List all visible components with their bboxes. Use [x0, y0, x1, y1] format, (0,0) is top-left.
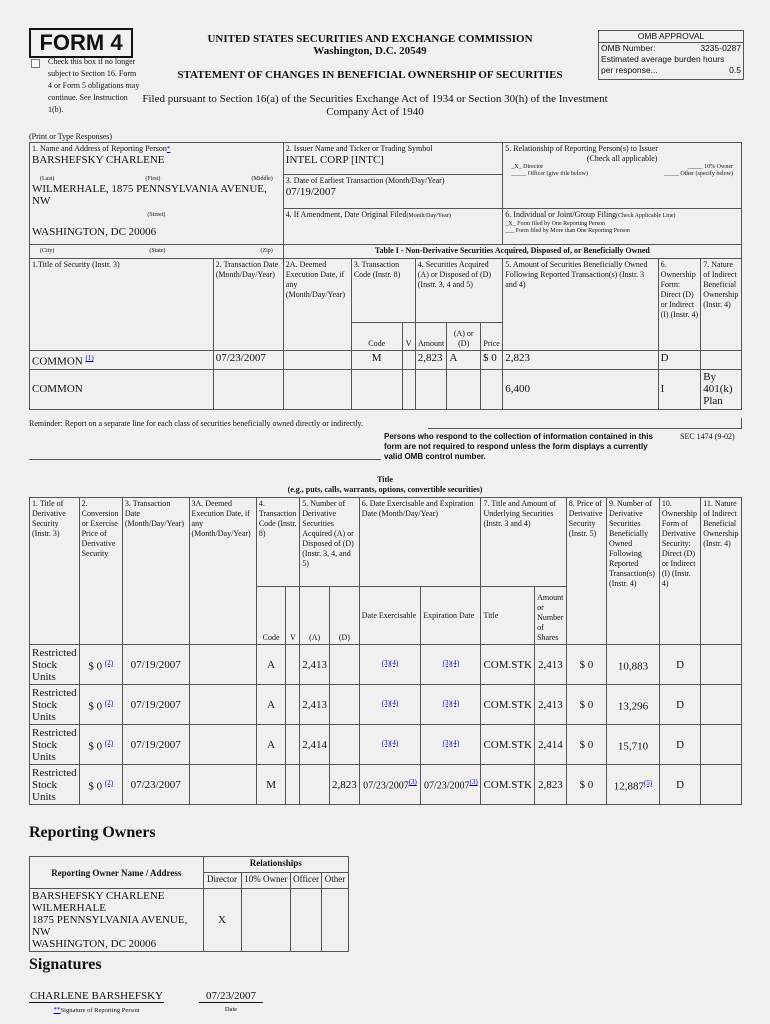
sec-code: SEC 1474 (9-02) — [680, 432, 735, 441]
omb-response-label: per response... — [601, 65, 658, 75]
reporting-person-cell — [30, 143, 284, 175]
t1-h2a: 2A. Deemed Execution Date, if any (Month/Day/Year) — [283, 259, 351, 351]
t2-r1-d — [330, 685, 360, 725]
t2-r3-title: COM.STK — [481, 765, 535, 805]
table2-title: Title — [377, 475, 393, 484]
relationships-header: Relationships — [203, 857, 348, 873]
footnote-link[interactable]: (3) — [408, 778, 417, 787]
t2-r2-date: 07/19/2007 — [122, 725, 189, 765]
t2-r3-a — [300, 765, 330, 805]
footnote-link[interactable]: (2) — [104, 738, 114, 747]
omb-number-value: 3235-0287 — [700, 43, 741, 53]
owner-line2: WILMERHALE — [32, 902, 106, 914]
t2-v-h: V — [286, 587, 300, 645]
agency-name: UNITED STATES SECURITIES AND EXCHANGE COMMISSION — [207, 33, 533, 45]
t2-r3-date: 07/23/2007 — [122, 765, 189, 805]
t2-h3a: 3A. Deemed Execution Date, if any (Month/Day/Year) — [189, 498, 256, 645]
agency-header — [150, 33, 590, 57]
t2-r0-a: 2,413 — [300, 645, 330, 685]
t2-r2-deemed — [189, 725, 256, 765]
t1-r0-amount: 2,823 — [415, 351, 447, 370]
t1-r0-form: D — [658, 351, 701, 370]
t2-r2-code: A — [256, 725, 286, 765]
middle-label: (Middle) — [251, 175, 273, 182]
t2-title-h: Title — [481, 587, 535, 645]
t2-h9: 9. Number of Derivative Securities Beneficially Owned Following Reported Transaction(s) (Instr. 4) — [606, 498, 659, 645]
print-note: (Print or Type Responses) — [29, 132, 113, 141]
omb-approval-box — [598, 30, 744, 80]
t2-h1: 1. Title of Derivative Security (Instr. 3) — [30, 498, 80, 645]
issuer-value: INTEL CORP [INTC] — [285, 154, 384, 166]
footnote-link[interactable]: (3)(4) — [442, 698, 460, 707]
signature-label-text: Signature of Reporting Person — [60, 1007, 140, 1014]
t1-h6: 6. Ownership Form: Direct (D) or Indirect (I) (Instr. 4) — [658, 259, 701, 351]
last-label: (Last) — [40, 175, 55, 182]
footnote-link[interactable]: (3)(4) — [442, 738, 460, 747]
table-2 — [29, 497, 742, 805]
t1-h3: 3. Transaction Code (Instr. 8) — [351, 259, 415, 323]
t2-r0-owned-value: 10,883 — [617, 660, 649, 673]
officer-header: Officer — [291, 873, 322, 889]
footnote-link[interactable]: (3)(4) — [381, 738, 399, 747]
t1-h5: 5. Amount of Securities Beneficially Owned Following Reported Transaction(s) (Instr. 3 and 4) — [503, 259, 658, 351]
t2-r0-d — [330, 645, 360, 685]
earliest-date-value: 07/19/2007 — [285, 186, 336, 198]
t1-r1-price — [480, 369, 502, 409]
t2-h2: 2. Conversion or Exercise Price of Derivative Security — [79, 498, 122, 645]
omb-title: OMB APPROVAL — [599, 31, 743, 43]
t1-r1-title: COMMON — [30, 369, 214, 409]
t2-dateex-h: Date Exercisable — [359, 587, 421, 645]
t1-r1-nature: By 401(k) Plan — [701, 369, 742, 409]
csz-labels-cell — [30, 245, 284, 259]
reporting-owners-heading: Reporting Owners — [29, 824, 156, 841]
owner-director-mark: X — [203, 889, 241, 952]
city-cell — [30, 209, 284, 245]
footnote-link[interactable]: (1) — [85, 354, 94, 362]
amendment-label: 4. If Amendment, Date Original Filed — [285, 210, 407, 219]
relationship-label: 5. Relationship of Reporting Person(s) to Issuer — [505, 144, 658, 153]
t2-r1-amount: 2,413 — [535, 685, 567, 725]
t2-r0-ex — [359, 645, 421, 685]
t2-r2-price: $ 0 — [566, 725, 606, 765]
issuer-label: 2. Issuer Name and Ticker or Trading Symbol — [285, 144, 433, 153]
divider — [428, 428, 742, 429]
issuer-cell — [283, 143, 502, 175]
t2-r2-amount: 2,414 — [535, 725, 567, 765]
t2-r2-d — [330, 725, 360, 765]
t2-r3-nature — [701, 765, 742, 805]
reporting-owners-table — [29, 856, 349, 952]
t2-h11: 11. Nature of Indirect Beneficial Ownership (Instr. 4) — [701, 498, 742, 645]
t2-r1-a: 2,413 — [300, 685, 330, 725]
t2-r1-price: $ 0 — [566, 685, 606, 725]
t1-r1-v — [402, 369, 415, 409]
t2-a-h: (A) — [300, 587, 330, 645]
filing-one-option[interactable]: _X_ Form filed by One Reporting Person — [505, 221, 605, 227]
footnote-link[interactable]: (3)(4) — [381, 698, 399, 707]
t2-r1-date: 07/19/2007 — [122, 685, 189, 725]
state-label: (State) — [149, 248, 166, 254]
t2-r2-ex — [359, 725, 421, 765]
owner-ten-pct — [241, 889, 291, 952]
t2-r3-conv — [79, 765, 122, 805]
t2-r3-ex-value: 07/23/2007 — [363, 780, 409, 792]
t2-r2-v — [286, 725, 300, 765]
t2-r1-owned — [606, 685, 659, 725]
owner-line4: WASHINGTON, DC 20006 — [32, 938, 157, 950]
t2-r1-code: A — [256, 685, 286, 725]
t1-v-h: V — [402, 323, 415, 351]
director-option[interactable]: _X_ Director — [511, 164, 544, 170]
t2-r2-a: 2,414 — [300, 725, 330, 765]
table-row — [30, 645, 742, 685]
t2-r0-nature — [701, 645, 742, 685]
t2-r0-code: A — [256, 645, 286, 685]
owner-line3: 1875 PENNSYLVANIA AVENUE, NW — [32, 914, 188, 938]
t2-r0-conv-value: $ 0 — [88, 660, 103, 673]
owner-officer — [291, 889, 322, 952]
t2-r0-title: COM.STK — [481, 645, 535, 685]
statement-title: STATEMENT OF CHANGES IN BENEFICIAL OWNERSHIP OF SECURITIES — [177, 69, 563, 81]
t1-h1: 1.Title of Security (Instr. 3) — [30, 259, 214, 351]
omb-response-value: 0.5 — [729, 65, 741, 75]
table-row — [30, 351, 742, 370]
earliest-date-label: 3. Date of Earliest Transaction (Month/Day/Year) — [285, 176, 445, 185]
t2-r0-v — [286, 645, 300, 685]
director-header: Director — [203, 873, 241, 889]
t1-r0-v — [402, 351, 415, 370]
t2-r3-exp — [421, 765, 481, 805]
t1-h2: 2. Transaction Date (Month/Day/Year) — [213, 259, 283, 351]
city-state-zip: WASHINGTON, DC 20006 — [32, 225, 157, 238]
t2-h3: 3. Transaction Date (Month/Day/Year) — [122, 498, 189, 645]
owner-name-header: Reporting Owner Name / Address — [30, 857, 204, 889]
owner-other — [321, 889, 348, 952]
t1-r1-deemed — [283, 369, 351, 409]
filing-cell — [503, 209, 742, 245]
first-label: (First) — [145, 175, 161, 182]
table-row — [30, 685, 742, 725]
form-title: FORM 4 — [29, 28, 133, 58]
filing-label: 6. Individual or Joint/Group Filing — [505, 210, 617, 219]
table-row — [30, 889, 349, 952]
t2-r1-exp — [421, 685, 481, 725]
divider — [741, 418, 742, 428]
signature-name: CHARLENE BARSHEFSKY — [30, 990, 163, 1002]
footnote-link[interactable]: (3)(4) — [442, 658, 460, 667]
t2-r3-ex — [359, 765, 421, 805]
t2-r3-d: 2,823 — [330, 765, 360, 805]
t2-r2-conv — [79, 725, 122, 765]
footnote-link[interactable]: * — [166, 145, 171, 153]
table-row — [30, 369, 742, 409]
amendment-cell — [283, 209, 502, 245]
t2-r2-owned-value: 15,710 — [617, 740, 649, 753]
owner-name: BARSHEFSKY CHARLENE — [32, 890, 165, 902]
earliest-date-cell — [283, 175, 502, 209]
persons-note: Persons who respond to the collection of information contained in this form are not required to respond unless the form displays a currently valid OMB control number. — [384, 432, 653, 461]
t2-code-h: Code — [256, 587, 286, 645]
t2-r2-title: COM.STK — [481, 725, 535, 765]
t2-r0-sec: Restricted Stock Units — [30, 645, 80, 685]
t2-r1-form: D — [659, 685, 700, 725]
t2-r3-conv-value: $ 0 — [88, 780, 103, 793]
t1-r0-title: COMMON — [32, 355, 83, 368]
t1-aord-h: (A) or (D) — [447, 323, 481, 351]
t2-h5: 5. Number of Derivative Securities Acquired (A) or Disposed of (D) (Instr. 3, 4, and 5) — [300, 498, 360, 587]
checkbox-label: Check this box if no longer subject to Section 16. Form 4 or Form 5 obligations may continue. See Instruction 1(b). — [48, 57, 140, 114]
filing-more-option[interactable]: ___ Form filed by More than One Reporting Person — [505, 228, 630, 234]
t1-r0-aord: A — [447, 351, 481, 370]
t1-r1-form: I — [658, 369, 701, 409]
t2-h7: 7. Title and Amount of Underlying Securities (Instr. 3 and 4) — [481, 498, 566, 587]
t2-r3-price: $ 0 — [566, 765, 606, 805]
t2-r1-conv — [79, 685, 122, 725]
divider — [29, 459, 381, 460]
t2-r0-date: 07/19/2007 — [122, 645, 189, 685]
signatures-heading: Signatures — [29, 956, 102, 973]
t1-r0-nature — [701, 351, 742, 370]
t2-r0-owned — [606, 645, 659, 685]
address-cell — [30, 175, 284, 209]
city-label: (City) — [40, 248, 55, 254]
t2-r0-deemed — [189, 645, 256, 685]
no-longer-subject-checkbox[interactable] — [31, 59, 40, 68]
t2-r2-owned — [606, 725, 659, 765]
officer-option[interactable]: _____ Officer (give title below) — [511, 171, 588, 177]
t2-exp-h: Expiration Date — [421, 587, 481, 645]
other-option[interactable]: _____ Other (specify below) — [663, 171, 733, 177]
t2-h4: 4. Transaction Code (Instr. 8) — [256, 498, 299, 587]
t1-r1-owned: 6,400 — [503, 369, 658, 409]
t1-r0-code: M — [351, 351, 402, 370]
t2-r0-price: $ 0 — [566, 645, 606, 685]
t2-r2-form: D — [659, 725, 700, 765]
t1-amount-h: Amount — [415, 323, 447, 351]
t2-r0-form: D — [659, 645, 700, 685]
t2-r3-deemed — [189, 765, 256, 805]
table-row — [30, 765, 742, 805]
reminder-text: Reminder: Report on a separate line for each class of securities beneficially owned directly or indirectly. — [29, 419, 364, 428]
t1-r1-aord — [447, 369, 481, 409]
street-label: (Street) — [147, 211, 166, 218]
footnote-link[interactable]: (3)(4) — [381, 658, 399, 667]
t1-h4: 4. Securities Acquired (A) or Disposed of (D) (Instr. 3, 4 and 5) — [415, 259, 503, 323]
t1-r0-date: 07/23/2007 — [213, 351, 283, 370]
t2-r2-nature — [701, 725, 742, 765]
t2-r2-sec: Restricted Stock Units — [30, 725, 80, 765]
t2-r1-owned-value: 13,296 — [617, 700, 649, 713]
filed-pursuant-text: Filed pursuant to Section 16(a) of the Securities Exchange Act of 1934 or Section 30(h) of the Investment Company Act of 1940 — [142, 93, 608, 118]
t2-r1-deemed — [189, 685, 256, 725]
table2-subtitle: (e.g., puts, calls, warrants, options, convertible securities) — [287, 485, 483, 494]
t2-r0-conv — [79, 645, 122, 685]
omb-number-label: OMB Number: — [601, 43, 656, 53]
relationship-sub: (Check all applicable) — [586, 154, 658, 163]
t2-r3-v — [286, 765, 300, 805]
t2-r3-code: M — [256, 765, 286, 805]
date-label: Date — [224, 1006, 238, 1013]
t2-r3-owned-value: 12,887 — [613, 780, 644, 793]
ten-pct-header: 10% Owner — [241, 873, 291, 889]
relationship-cell — [503, 143, 742, 209]
t1-r0-deemed — [283, 351, 351, 370]
t2-h8: 8. Price of Derivative Security (Instr. 5) — [566, 498, 606, 645]
t2-d-h: (D) — [330, 587, 360, 645]
table-1 — [29, 142, 742, 410]
footnote-link[interactable]: (2) — [104, 778, 114, 787]
t1-r1-code — [351, 369, 402, 409]
signature-date: 07/23/2007 — [199, 990, 263, 1003]
reporting-person-address: WILMERHALE, 1875 PENNSYLVANIA AVENUE, NW — [32, 182, 267, 207]
t2-r1-title: COM.STK — [481, 685, 535, 725]
ten-percent-option[interactable]: _____ 10% Owner — [687, 164, 733, 170]
footnote-link[interactable]: (5) — [643, 778, 653, 787]
t1-r0-price: $ 0 — [480, 351, 502, 370]
t2-r3-owned — [606, 765, 659, 805]
reporting-person-name: BARSHEFSKY CHARLENE — [32, 154, 165, 166]
amendment-sub: (Month/Day/Year) — [406, 213, 451, 219]
t2-r1-sec: Restricted Stock Units — [30, 685, 80, 725]
reporting-person-label: 1. Name and Address of Reporting Person — [32, 144, 167, 153]
footnote-link[interactable]: (3) — [469, 778, 478, 787]
t1-r1-amount — [415, 369, 447, 409]
filing-sub: (Check Applicable Line) — [616, 213, 676, 219]
signature-label — [29, 1006, 164, 1014]
table-row — [30, 725, 742, 765]
table2-title-block — [150, 475, 620, 495]
t2-r0-amount: 2,413 — [535, 645, 567, 685]
t1-h7: 7. Nature of Indirect Beneficial Ownership (Instr. 4) — [701, 259, 742, 351]
t2-h10: 10. Ownership Form of Derivative Security: Direct (D) or Indirect (I) (Instr. 4) — [659, 498, 700, 645]
omb-burden-label: Estimated average burden hours — [601, 54, 725, 64]
t1-code-h: Code — [351, 323, 402, 351]
t2-r3-sec: Restricted Stock Units — [30, 765, 80, 805]
t2-r3-exp-value: 07/23/2007 — [424, 780, 470, 792]
other-header: Other — [321, 873, 348, 889]
t1-price-h: Price — [480, 323, 502, 351]
footnote-link[interactable]: (2) — [104, 698, 114, 707]
owner-address — [30, 889, 204, 952]
footnote-link[interactable]: (2) — [104, 658, 114, 667]
footnote-link[interactable]: ** — [53, 1006, 61, 1014]
t1-r0-owned: 2,823 — [503, 351, 658, 370]
t2-r1-ex — [359, 685, 421, 725]
t2-r1-v — [286, 685, 300, 725]
t2-r3-form: D — [659, 765, 700, 805]
t2-r0-exp — [421, 645, 481, 685]
zip-label: (Zip) — [260, 248, 273, 254]
t1-r1-date — [213, 369, 283, 409]
t2-r1-conv-value: $ 0 — [88, 700, 103, 713]
agency-location: Washington, D.C. 20549 — [313, 45, 427, 57]
t2-r2-exp — [421, 725, 481, 765]
table1-title: Table I - Non-Derivative Securities Acquired, Disposed of, or Beneficially Owned — [283, 245, 741, 259]
t2-r3-amount: 2,823 — [535, 765, 567, 805]
t2-r2-conv-value: $ 0 — [88, 740, 103, 753]
t2-r1-nature — [701, 685, 742, 725]
t2-amt-h: Amount or Number of Shares — [535, 587, 567, 645]
t2-h6: 6. Date Exercisable and Expiration Date (Month/Day/Year) — [359, 498, 481, 587]
